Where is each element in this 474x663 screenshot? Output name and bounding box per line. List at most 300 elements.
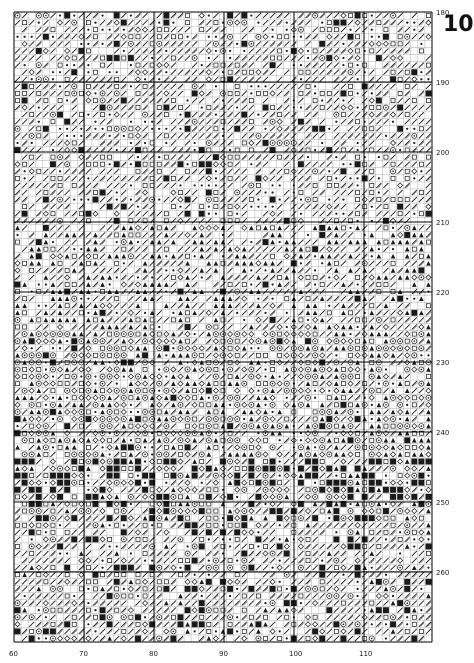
- stitch-diagonal: [128, 20, 133, 25]
- stitch-box: [391, 42, 395, 46]
- stitch-diagonal: [79, 565, 84, 570]
- stitch-box: [405, 70, 409, 74]
- stitch-diamond: [398, 310, 403, 315]
- stitch-circle: [114, 593, 119, 598]
- stitch-dot: [24, 595, 26, 597]
- stitch-solid: [333, 536, 339, 542]
- stitch-diagonal: [199, 48, 204, 53]
- stitch-box: [93, 318, 97, 322]
- stitch-box: [72, 56, 76, 60]
- stitch-diagonal: [383, 48, 388, 53]
- stitch-triangle: [192, 367, 197, 372]
- stitch-diamond: [242, 225, 247, 230]
- stitch-solid: [312, 246, 318, 252]
- stitch-diagonal: [228, 310, 233, 315]
- stitch-diagonal: [36, 346, 41, 351]
- stitch-dot: [94, 92, 96, 94]
- stitch-diagonal: [100, 473, 105, 478]
- stitch-dot: [300, 262, 302, 264]
- stitch-dot: [427, 78, 429, 80]
- stitch-triangle: [377, 417, 382, 422]
- stitch-diamond: [270, 395, 275, 400]
- stitch-dot: [52, 347, 54, 349]
- stitch-triangle: [384, 438, 389, 443]
- stitch-diagonal: [249, 247, 254, 252]
- stitch-triangle: [391, 233, 396, 238]
- stitch-diagonal: [50, 551, 55, 556]
- stitch-diagonal: [298, 324, 303, 329]
- stitch-dot: [165, 255, 167, 257]
- stitch-diagonal: [390, 84, 395, 89]
- stitch-dot: [73, 135, 75, 137]
- stitch-diamond: [29, 70, 34, 75]
- stitch-triangle: [86, 438, 91, 443]
- stitch-dot: [286, 22, 288, 24]
- stitch-diamond: [143, 424, 148, 429]
- stitch-triangle: [334, 268, 339, 273]
- stitch-diagonal: [270, 48, 275, 53]
- stitch-circle: [263, 388, 268, 393]
- stitch-box: [228, 155, 232, 159]
- stitch-circle: [143, 409, 148, 414]
- stitch-diagonal: [270, 608, 275, 613]
- stitch-box: [398, 77, 402, 81]
- stitch-triangle: [426, 381, 431, 386]
- stitch-diagonal: [320, 176, 325, 181]
- stitch-box: [334, 438, 338, 442]
- stitch-box: [278, 56, 282, 60]
- stitch-dot: [413, 213, 415, 215]
- stitch-box: [93, 70, 97, 74]
- stitch-diagonal: [36, 155, 41, 160]
- stitch-diamond: [242, 332, 247, 337]
- stitch-diagonal: [107, 218, 112, 223]
- stitch-dot: [144, 482, 146, 484]
- stitch-diagonal: [50, 197, 55, 202]
- stitch-diagonal: [235, 169, 240, 174]
- stitch-diagonal: [43, 466, 48, 471]
- stitch-diagonal: [114, 317, 119, 322]
- stitch-box: [341, 396, 345, 400]
- stitch-diagonal: [58, 268, 63, 273]
- stitch-circle: [334, 112, 339, 117]
- stitch-diagonal: [277, 261, 282, 266]
- stitch-box: [356, 318, 360, 322]
- stitch-diagonal: [320, 13, 325, 18]
- stitch-circle: [29, 353, 34, 358]
- stitch-box: [228, 523, 232, 527]
- stitch-solid: [383, 487, 389, 493]
- stitch-dot: [123, 524, 125, 526]
- stitch-dot: [208, 574, 210, 576]
- stitch-box: [384, 205, 388, 209]
- stitch-diagonal: [270, 169, 275, 174]
- stitch-dot: [158, 78, 160, 80]
- stitch-diagonal: [256, 155, 261, 160]
- stitch-box: [200, 28, 204, 32]
- stitch-diagonal: [376, 13, 381, 18]
- stitch-diamond: [284, 339, 289, 344]
- stitch-dot: [279, 559, 281, 561]
- stitch-diagonal: [298, 13, 303, 18]
- stitch-box: [377, 544, 381, 548]
- stitch-diagonal: [143, 13, 148, 18]
- stitch-circle: [298, 402, 303, 407]
- stitch-diagonal: [376, 183, 381, 188]
- stitch-diamond: [58, 20, 63, 25]
- stitch-box: [164, 155, 168, 159]
- stitch-diagonal: [419, 494, 424, 499]
- stitch-diamond: [327, 381, 332, 386]
- stitch-dot: [286, 312, 288, 314]
- stitch-diagonal: [185, 204, 190, 209]
- stitch-triangle: [143, 346, 148, 351]
- stitch-diagonal: [320, 601, 325, 606]
- stitch-circle: [114, 346, 119, 351]
- stitch-box: [129, 424, 133, 428]
- stitch-diamond: [86, 367, 91, 372]
- stitch-triangle: [93, 311, 98, 316]
- stitch-triangle: [362, 240, 367, 245]
- stitch-diagonal: [79, 579, 84, 584]
- stitch-diagonal: [390, 324, 395, 329]
- stitch-box: [391, 516, 395, 520]
- stitch-dot: [208, 36, 210, 38]
- stitch-box: [86, 21, 90, 25]
- stitch-diagonal: [341, 296, 346, 301]
- stitch-box: [370, 601, 374, 605]
- stitch-triangle: [320, 254, 325, 259]
- stitch-solid: [163, 459, 169, 465]
- stitch-diamond: [86, 346, 91, 351]
- stitch-dot: [279, 241, 281, 243]
- stitch-diagonal: [128, 296, 133, 301]
- stitch-solid: [418, 459, 424, 465]
- stitch-diagonal: [220, 558, 225, 563]
- stitch-diagonal: [72, 126, 77, 131]
- stitch-diagonal: [298, 126, 303, 131]
- stitch-dot: [342, 163, 344, 165]
- stitch-diagonal: [235, 77, 240, 82]
- stitch-diamond: [256, 438, 261, 443]
- stitch-diagonal: [213, 27, 218, 32]
- stitch-diagonal: [100, 261, 105, 266]
- stitch-box: [405, 176, 409, 180]
- stitch-triangle: [164, 601, 169, 606]
- stitch-triangle: [79, 303, 84, 308]
- stitch-diagonal: [143, 63, 148, 68]
- stitch-box: [327, 28, 331, 32]
- stitch-box: [214, 325, 218, 329]
- stitch-diagonal: [419, 91, 424, 96]
- stitch-triangle: [419, 452, 424, 457]
- stitch-diamond: [72, 416, 77, 421]
- stitch-diagonal: [15, 593, 20, 598]
- stitch-triangle: [171, 332, 176, 337]
- stitch-triangle: [412, 282, 417, 287]
- stitch-circle: [277, 466, 282, 471]
- stitch-diagonal: [419, 572, 424, 577]
- stitch-diagonal: [43, 388, 48, 393]
- stitch-solid: [107, 466, 113, 472]
- stitch-triangle: [129, 325, 134, 330]
- stitch-dot: [172, 312, 174, 314]
- stitch-diamond: [213, 480, 218, 485]
- stitch-circle: [100, 416, 105, 421]
- stitch-dot: [52, 397, 54, 399]
- stitch-dot: [38, 305, 40, 307]
- stitch-diagonal: [86, 133, 91, 138]
- stitch-box: [263, 353, 267, 357]
- stitch-circle: [128, 41, 133, 46]
- stitch-diagonal: [178, 247, 183, 252]
- stitch-box: [136, 63, 140, 67]
- stitch-diagonal: [65, 558, 70, 563]
- stitch-diagonal: [199, 20, 204, 25]
- stitch-diagonal: [93, 530, 98, 535]
- stitch-box: [249, 148, 253, 152]
- stitch-box: [370, 106, 374, 110]
- stitch-diagonal: [100, 593, 105, 598]
- stitch-box: [186, 254, 190, 258]
- stitch-diagonal: [157, 91, 162, 96]
- stitch-diagonal: [270, 572, 275, 577]
- stitch-triangle: [249, 226, 254, 231]
- stitch-diagonal: [298, 395, 303, 400]
- stitch-diagonal: [284, 282, 289, 287]
- stitch-circle: [305, 374, 310, 379]
- stitch-triangle: [235, 261, 240, 266]
- stitch-triangle: [214, 438, 219, 443]
- stitch-diagonal: [79, 516, 84, 521]
- stitch-solid: [355, 416, 361, 422]
- stitch-diagonal: [320, 133, 325, 138]
- stitch-solid: [170, 395, 176, 401]
- stitch-diagonal: [135, 20, 140, 25]
- stitch-triangle: [129, 318, 134, 323]
- stitch-solid: [418, 267, 424, 273]
- stitch-diamond: [242, 530, 247, 535]
- stitch-diagonal: [114, 105, 119, 110]
- stitch-diagonal: [249, 48, 254, 53]
- stitch-diagonal: [419, 565, 424, 570]
- stitch-solid: [114, 55, 120, 61]
- stitch-diamond: [405, 487, 410, 492]
- stitch-diagonal: [58, 282, 63, 287]
- stitch-dot: [87, 177, 89, 179]
- stitch-solid: [29, 459, 35, 465]
- stitch-circle: [164, 388, 169, 393]
- stitch-diamond: [93, 438, 98, 443]
- stitch-triangle: [192, 381, 197, 386]
- stitch-diamond: [305, 509, 310, 514]
- stitch-diagonal: [29, 240, 34, 245]
- stitch-diamond: [383, 374, 388, 379]
- stitch-triangle: [249, 325, 254, 330]
- stitch-diagonal: [58, 516, 63, 521]
- stitch-box: [249, 198, 253, 202]
- stitch-circle: [100, 98, 105, 103]
- stitch-diagonal: [298, 55, 303, 60]
- stitch-solid: [270, 586, 276, 592]
- stitch-diagonal: [121, 91, 126, 96]
- stitch-diagonal: [86, 332, 91, 337]
- stitch-box: [391, 424, 395, 428]
- stitch-diamond: [114, 416, 119, 421]
- stitch-dot: [243, 418, 245, 420]
- stitch-diagonal: [419, 112, 424, 117]
- stitch-diagonal: [58, 91, 63, 96]
- stitch-circle: [128, 254, 133, 259]
- stitch-diagonal: [107, 586, 112, 591]
- stitch-diamond: [121, 480, 126, 485]
- stitch-diamond: [298, 353, 303, 358]
- stitch-dot: [24, 64, 26, 66]
- stitch-diagonal: [29, 126, 34, 131]
- stitch-solid: [263, 105, 269, 111]
- stitch-box: [143, 537, 147, 541]
- stitch-diagonal: [341, 218, 346, 223]
- stitch-diagonal: [242, 77, 247, 82]
- stitch-dot: [264, 602, 266, 604]
- stitch-triangle: [178, 339, 183, 344]
- stitch-diagonal: [128, 530, 133, 535]
- stitch-dot: [130, 503, 132, 505]
- stitch-circle: [320, 438, 325, 443]
- stitch-diagonal: [242, 579, 247, 584]
- stitch-diagonal: [36, 395, 41, 400]
- stitch-diagonal: [305, 416, 310, 421]
- stitch-diamond: [72, 473, 77, 478]
- stitch-diagonal: [171, 558, 176, 563]
- stitch-circle: [298, 346, 303, 351]
- stitch-diagonal: [143, 225, 148, 230]
- stitch-diagonal: [284, 162, 289, 167]
- stitch-dot: [357, 78, 359, 80]
- stitch-diamond: [398, 459, 403, 464]
- stitch-circle: [107, 105, 112, 110]
- stitch-box: [51, 608, 55, 612]
- stitch-diagonal: [398, 48, 403, 53]
- stitch-diagonal: [334, 13, 339, 18]
- stitch-solid: [192, 90, 198, 96]
- stitch-triangle: [65, 367, 70, 372]
- stitch-diamond: [199, 13, 204, 18]
- stitch-dot: [300, 213, 302, 215]
- stitch-diagonal: [256, 586, 261, 591]
- stitch-circle: [398, 402, 403, 407]
- stitch-triangle: [171, 487, 176, 492]
- stitch-box: [143, 594, 147, 598]
- stitch-triangle: [171, 445, 176, 450]
- stitch-diagonal: [249, 254, 254, 259]
- stitch-diagonal: [65, 402, 70, 407]
- stitch-diagonal: [72, 34, 77, 39]
- stitch-circle: [412, 133, 417, 138]
- stitch-diagonal: [93, 324, 98, 329]
- stitch-triangle: [327, 325, 332, 330]
- stitch-circle: [313, 374, 318, 379]
- stitch-triangle: [405, 544, 410, 549]
- stitch-diagonal: [107, 381, 112, 386]
- stitch-diamond: [79, 473, 84, 478]
- stitch-diagonal: [398, 140, 403, 145]
- stitch-box: [157, 28, 161, 32]
- stitch-box: [341, 382, 345, 386]
- stitch-box: [426, 304, 430, 308]
- stitch-box: [143, 587, 147, 591]
- stitch-diagonal: [383, 544, 388, 549]
- stitch-diagonal: [362, 282, 367, 287]
- stitch-solid: [277, 515, 283, 521]
- stitch-circle: [341, 374, 346, 379]
- stitch-dot: [307, 234, 309, 236]
- stitch-diagonal: [192, 275, 197, 280]
- stitch-dot: [52, 71, 54, 73]
- stitch-box: [44, 98, 48, 102]
- stitch-circle: [93, 402, 98, 407]
- stitch-diagonal: [199, 374, 204, 379]
- stitch-diamond: [192, 402, 197, 407]
- stitch-diamond: [419, 324, 424, 329]
- stitch-diagonal: [263, 275, 268, 280]
- stitch-diagonal: [249, 353, 254, 358]
- stitch-triangle: [171, 374, 176, 379]
- stitch-box: [228, 559, 232, 563]
- stitch-box: [228, 91, 232, 95]
- stitch-circle: [15, 126, 20, 131]
- stitch-diamond: [206, 176, 211, 181]
- stitch-diagonal: [313, 55, 318, 60]
- stitch-circle: [50, 332, 55, 337]
- stitch-box: [23, 297, 27, 301]
- stitch-diagonal: [235, 544, 240, 549]
- stitch-triangle: [36, 445, 41, 450]
- stitch-diagonal: [171, 218, 176, 223]
- stitch-diagonal: [242, 310, 247, 315]
- stitch-diagonal: [79, 431, 84, 436]
- stitch-circle: [43, 424, 48, 429]
- stitch-diagonal: [22, 225, 27, 230]
- stitch-diagonal: [135, 190, 140, 195]
- stitch-dot: [271, 29, 273, 31]
- stitch-diamond: [228, 579, 233, 584]
- stitch-diagonal: [114, 169, 119, 174]
- stitch-diagonal: [93, 296, 98, 301]
- stitch-diagonal: [405, 261, 410, 266]
- stitch-triangle: [334, 466, 339, 471]
- stitch-diagonal: [178, 466, 183, 471]
- stitch-diamond: [185, 438, 190, 443]
- stitch-dot: [109, 545, 111, 547]
- stitch-diagonal: [242, 211, 247, 216]
- stitch-diagonal: [164, 275, 169, 280]
- stitch-diamond: [65, 55, 70, 60]
- stitch-box: [419, 127, 423, 131]
- stitch-diagonal: [22, 155, 27, 160]
- stitch-box: [72, 282, 76, 286]
- stitch-diagonal: [305, 544, 310, 549]
- stitch-dot: [357, 92, 359, 94]
- stitch-box: [86, 445, 90, 449]
- stitch-diagonal: [192, 268, 197, 273]
- stitch-box: [16, 573, 20, 577]
- stitch-diamond: [36, 416, 41, 421]
- stitch-diagonal: [29, 516, 34, 521]
- stitch-box: [363, 488, 367, 492]
- stitch-circle: [65, 162, 70, 167]
- stitch-circle: [263, 424, 268, 429]
